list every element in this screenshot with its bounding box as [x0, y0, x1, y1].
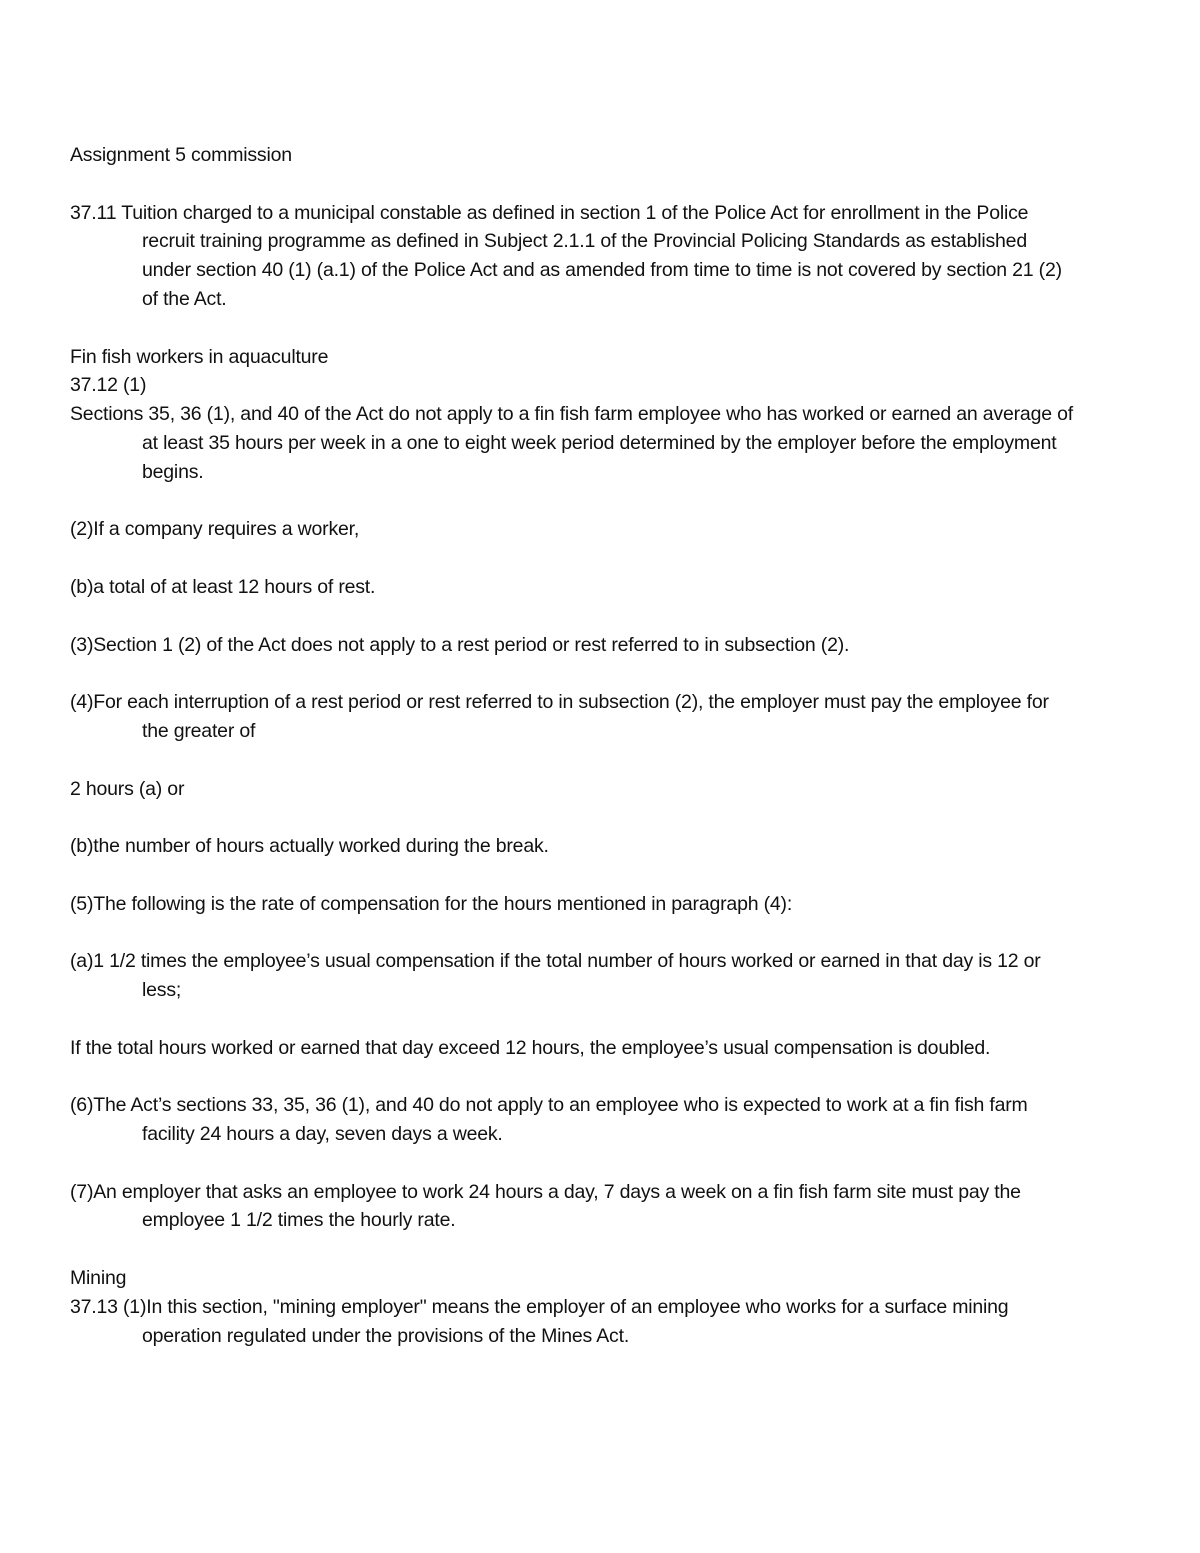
mining-heading: Mining	[70, 1267, 127, 1290]
fin-fish-heading: Fin fish workers in aquaculture	[70, 345, 329, 368]
section-37-12-paragraph-7: (7)An employer that asks an employee to work 24 hours a day, 7 days a week on a fin fish farm site must pay the employee 1 1/2 times the hourly rate.	[70, 1180, 1021, 1232]
section-37-12-paragraph-4: (4)For each interruption of a rest period or rest referred to in subsection (2), the employer must pay the employee for the greater of	[70, 691, 1049, 742]
section-37-12-number: 37.12 (1)	[70, 374, 147, 397]
section-37-12-paragraph-1: Sections 35, 36 (1), and 40 of the Act do not apply to a fin fish farm employee who has worked or earned an average of at least 35 hours per week in a one to eight week period determined by the employer before the employment begins.	[70, 403, 1073, 483]
document-page	[70, 141, 1080, 1350]
section-37-11: 37.11 Tuition charged to a municipal constable as defined in section 1 of the Police Act for enrollment in the Police recruit training programme as defined in Subject 2.1.1 of the Provincial Policing Standards as established under section 40 (1) (a.1) of the Police Act and as amended from time to time is not covered by section 21 (2) of the Act.	[70, 201, 1062, 310]
document-title: Assignment 5 commission	[70, 144, 292, 166]
section-37-12-paragraph-2b: (b)a total of at least 12 hours of rest.	[70, 575, 376, 598]
section-37-13-paragraph-1: 37.13 (1)In this section, "mining employer" means the employer of an employee who works for a surface mining operation regulated under the provisions of the Mines Act.	[70, 1295, 1009, 1347]
section-37-12-paragraph-6: (6)The Act’s sections 33, 35, 36 (1), and 40 do not apply to an employee who is expected to work at a fin fish farm facility 24 hours a day, seven days a week.	[70, 1094, 1028, 1146]
section-37-12-paragraph-4b: (b)the number of hours actually worked during the break.	[70, 835, 549, 858]
section-37-12-paragraph-4a: 2 hours (a) or	[70, 777, 185, 800]
section-37-12-paragraph-5: (5)The following is the rate of compensation for the hours mentioned in paragraph (4):	[70, 892, 793, 915]
section-37-12-paragraph-5b: If the total hours worked or earned that day exceed 12 hours, the employee’s usual compensation is doubled.	[70, 1036, 991, 1059]
section-37-12-paragraph-2: (2)If a company requires a worker,	[70, 518, 360, 541]
section-37-12-paragraph-3: (3)Section 1 (2) of the Act does not apply to a rest period or rest referred to in subsection (2).	[70, 633, 850, 656]
section-37-12-paragraph-5a: (a)1 1/2 times the employee’s usual compensation if the total number of hours worked or earned in that day is 12 or less;	[70, 950, 1041, 1002]
